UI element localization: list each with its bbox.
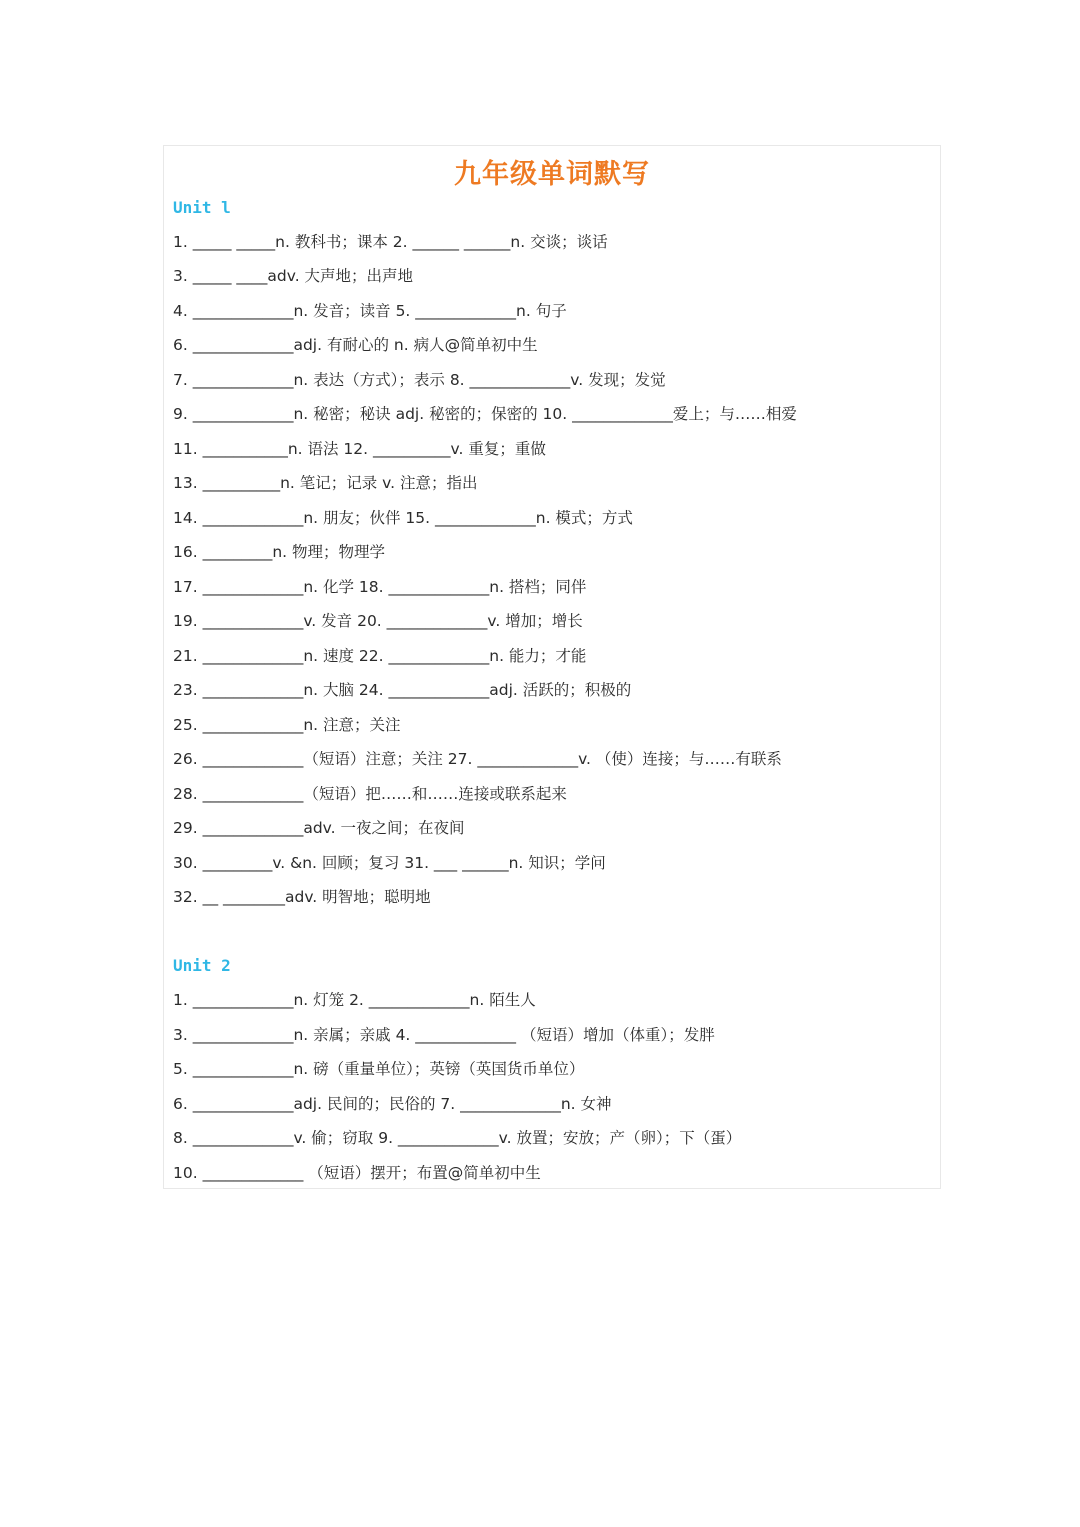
unit-1-line-4: 6. _____________adj. 有耐心的 n. 病人@简单初中生: [173, 336, 538, 354]
worksheet-title: 九年级单词默写: [454, 159, 650, 190]
unit-1-line-13: 21. _____________n. 速度 22. _____________n. 能力；才能: [173, 647, 587, 665]
unit-2-line-1: 1. _____________n. 灯笼 2. _____________n. 陌生人: [173, 991, 536, 1009]
unit-1-line-17: 28. _____________（短语）把……和……连接或联系起来: [173, 785, 567, 803]
unit-1-line-16: 26. _____________（短语）注意；关注 27. _____________v. （使）连接；与……有联系: [173, 750, 782, 768]
worksheet-page: [163, 145, 941, 1189]
unit-1-heading: Unit l: [173, 198, 231, 217]
unit-2-line-6: 10. _____________ （短语）摆开；布置@简单初中生: [173, 1164, 541, 1182]
unit-1-line-8: 13. __________n. 笔记；记录 v. 注意；指出: [173, 474, 478, 492]
unit-1-line-1: 1. _____ _____n. 教科书；课本 2. ______ ______n. 交谈；谈话: [173, 233, 608, 251]
unit-2-line-3: 5. _____________n. 磅（重量单位）；英镑（英国货币单位）: [173, 1060, 585, 1078]
unit-1-line-10: 16. _________n. 物理；物理学: [173, 543, 386, 561]
unit-2-line-4: 6. _____________adj. 民间的；民俗的 7. _____________n. 女神: [173, 1095, 612, 1113]
unit-2-line-2: 3. _____________n. 亲属；亲戚 4. _____________ （短语）增加（体重）；发胖: [173, 1026, 715, 1044]
unit-1-line-7: 11. ___________n. 语法 12. __________v. 重复；重做: [173, 440, 546, 458]
unit-1-line-19: 30. _________v. &n. 回顾；复习 31. ___ ______n. 知识；学问: [173, 854, 606, 872]
unit-1-line-18: 29. _____________adv. 一夜之间；在夜间: [173, 819, 465, 837]
unit-1-line-9: 14. _____________n. 朋友；伙伴 15. _____________n. 模式；方式: [173, 509, 633, 527]
unit-1-line-15: 25. _____________n. 注意；关注: [173, 716, 401, 734]
unit-1-line-5: 7. _____________n. 表达（方式）；表示 8. _____________v. 发现；发觉: [173, 371, 666, 389]
unit-1-line-12: 19. _____________v. 发音 20. _____________v. 增加；增长: [173, 612, 583, 630]
unit-1-line-2: 3. _____ ____adv. 大声地；出声地: [173, 267, 414, 285]
unit-1-line-14: 23. _____________n. 大脑 24. _____________adj. 活跃的；积极的: [173, 681, 632, 699]
unit-1-line-6: 9. _____________n. 秘密；秘诀 adj. 秘密的；保密的 10. _____________爱上；与……相爱: [173, 405, 797, 423]
unit-2-heading: Unit 2: [173, 956, 231, 975]
unit-2-line-5: 8. _____________v. 偷；窃取 9. _____________v. 放置；安放；产（卵）；下（蛋）: [173, 1129, 742, 1147]
unit-1-line-20: 32. __ ________adv. 明智地；聪明地: [173, 888, 431, 906]
unit-1-line-11: 17. _____________n. 化学 18. _____________n. 搭档；同伴: [173, 578, 587, 596]
unit-1-line-3: 4. _____________n. 发音；读音 5. _____________n. 句子: [173, 302, 567, 320]
